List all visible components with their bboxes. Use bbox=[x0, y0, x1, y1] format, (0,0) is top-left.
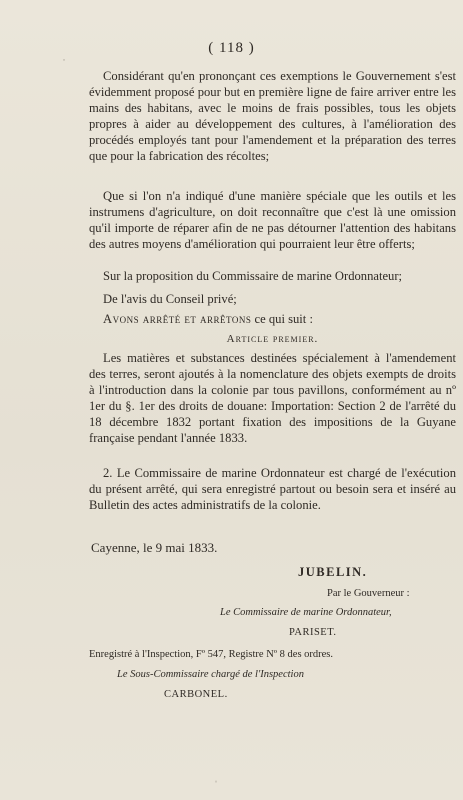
sous-commissaire-name: CARBONEL. bbox=[164, 689, 228, 700]
sous-commissaire-title: Le Sous-Commissaire chargé de l'Inspection bbox=[117, 669, 304, 680]
avons-arrete-smallcaps: Avons arrêté et arrêtons bbox=[103, 312, 252, 326]
governor-signature: JUBELIN. bbox=[298, 565, 368, 579]
page-mark-bottom: ˈ bbox=[214, 778, 218, 792]
paragraph-que-si: Que si l'on n'a indiqué d'une manière spéciale que les outils et les instrumens d'agriculture, on doit reconnaître que c'est là une omission qu'il importe de réparer afin de ne pas détourner l'attention des habitans des autres moyens d'amélioration qui pourraient leur être offerts; bbox=[89, 189, 456, 252]
document-date: Cayenne, le 9 mai 1833. bbox=[91, 540, 218, 555]
paragraph-article-1: Les matières et substances destinées spécialement à l'amendement des terres, seront ajoutés à la nomenclature des objets exempts de droits à l'introduction dans la colonie par tous pavillons, conformément au nº 1er du §. 1er des droits de douane: Importation: Section 2 de l'arrêté du 18 décembre 1832 portant fixation des impositions de la Guyane française pendant l'année 1833. bbox=[89, 351, 456, 446]
page-number: ( 118 ) bbox=[208, 40, 255, 56]
paragraph-considerant: Considérant qu'en prononçant ces exemptions le Gouvernement s'est évidemment proposé pour but en première ligne de faire arriver entre les mains des habitans, avec le moins de frais possibles, tous les objets propres à aider au développement des cultures, à l'amélioration des procédés employés tant pour l'amendement et la préparation des terres que pour la fabrication des récoltes; bbox=[89, 69, 456, 164]
paragraph-article-2: 2. Le Commissaire de marine Ordonnateur est chargé de l'exécution du présent arrêté, qui sera enregistré partout ou besoin sera et inséré au Bulletin des actes administratifs de la colonie. bbox=[89, 466, 456, 513]
article-heading: Article premier. bbox=[226, 333, 319, 345]
commissaire-title: Le Commissaire de marine Ordonnateur, bbox=[220, 607, 392, 618]
registration-note: Enregistré à l'Inspection, Fº 547, Registre Nº 8 des ordres. bbox=[89, 649, 334, 660]
page-mark: ˙ bbox=[62, 56, 66, 70]
commissaire-name: PARISET. bbox=[289, 627, 337, 638]
paragraph-avons-arrete bbox=[89, 311, 456, 327]
par-le-gouverneur: Par le Gouverneur : bbox=[327, 588, 410, 599]
paragraph-proposition: Sur la proposition du Commissaire de marine Ordonnateur; bbox=[103, 269, 403, 283]
avons-arrete-rest: ce qui suit : bbox=[251, 312, 313, 326]
paragraph-avis: De l'avis du Conseil privé; bbox=[103, 292, 237, 306]
